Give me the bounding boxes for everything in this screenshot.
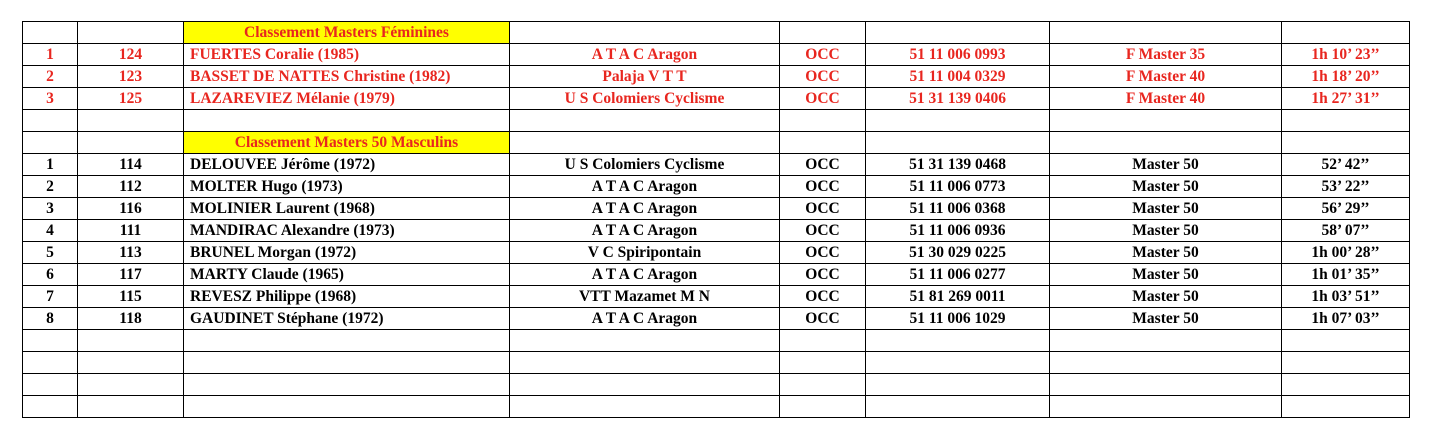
rank-cell: 5 [23,242,78,264]
category-cell: Master 50 [1050,286,1282,308]
time-cell: 1h 27’ 31’’ [1282,88,1410,110]
name-cell: MOLINIER Laurent (1968) [184,198,510,220]
empty-cell [184,110,510,132]
rank-cell: 1 [23,44,78,66]
empty-cell [184,396,510,418]
license-cell: 51 30 029 0225 [866,242,1050,264]
rank-cell: 2 [23,66,78,88]
club-cell: A T A C Aragon [510,198,780,220]
club-cell: U S Colomiers Cyclisme [510,88,780,110]
empty-cell [866,374,1050,396]
empty-cell [1050,330,1282,352]
empty-cell [866,110,1050,132]
club-cell: A T A C Aragon [510,264,780,286]
empty-cell [23,330,78,352]
name-cell: DELOUVEE Jérôme (1972) [184,154,510,176]
rank-cell: 2 [23,176,78,198]
empty-cell [78,374,184,396]
license-cell: 51 11 006 0936 [866,220,1050,242]
league-cell: OCC [780,154,866,176]
category-cell: F Master 40 [1050,88,1282,110]
table-row [23,242,1410,264]
empty-cell [510,352,780,374]
name-cell: BASSET DE NATTES Christine (1982) [184,66,510,88]
league-cell: OCC [780,198,866,220]
time-cell: 56’ 29’’ [1282,198,1410,220]
time-cell: 1h 18’ 20’’ [1282,66,1410,88]
section-title-row [23,132,1410,154]
section-title-men50: Classement Masters 50 Masculins [184,132,510,154]
rank-cell: 4 [23,220,78,242]
bib-cell: 113 [78,242,184,264]
time-cell: 53’ 22’’ [1282,176,1410,198]
club-cell: A T A C Aragon [510,308,780,330]
empty-cell [866,330,1050,352]
license-cell: 51 11 006 1029 [866,308,1050,330]
table-row [23,44,1410,66]
empty-cell [1050,110,1282,132]
bib-cell: 115 [78,286,184,308]
table-row [23,154,1410,176]
table-row [23,88,1410,110]
name-cell: MANDIRAC Alexandre (1973) [184,220,510,242]
empty-cell [1282,352,1410,374]
license-cell: 51 11 006 0277 [866,264,1050,286]
league-cell: OCC [780,176,866,198]
rank-cell: 3 [23,88,78,110]
bib-cell: 114 [78,154,184,176]
rank-cell: 3 [23,198,78,220]
results-table [22,21,1410,418]
category-cell: Master 50 [1050,154,1282,176]
rank-cell: 8 [23,308,78,330]
empty-cell [780,132,866,154]
rank-cell: 6 [23,264,78,286]
empty-row [23,352,1410,374]
time-cell: 1h 00’ 28’’ [1282,242,1410,264]
league-cell: OCC [780,44,866,66]
time-cell: 1h 01’ 35’’ [1282,264,1410,286]
empty-cell [23,132,78,154]
league-cell: OCC [780,66,866,88]
table-row [23,176,1410,198]
time-cell: 58’ 07’’ [1282,220,1410,242]
empty-cell [1282,110,1410,132]
category-cell: Master 50 [1050,220,1282,242]
empty-cell [780,396,866,418]
empty-cell [23,396,78,418]
empty-cell [1050,352,1282,374]
bib-cell: 111 [78,220,184,242]
name-cell: BRUNEL Morgan (1972) [184,242,510,264]
category-cell: Master 50 [1050,176,1282,198]
empty-cell [78,352,184,374]
bib-cell: 112 [78,176,184,198]
empty-cell [1050,132,1282,154]
empty-cell [780,374,866,396]
table-row [23,286,1410,308]
time-cell: 1h 10’ 23’’ [1282,44,1410,66]
name-cell: REVESZ Philippe (1968) [184,286,510,308]
license-cell: 51 11 006 0773 [866,176,1050,198]
club-cell: A T A C Aragon [510,44,780,66]
empty-cell [510,132,780,154]
empty-cell [780,352,866,374]
bib-cell: 116 [78,198,184,220]
section-title-row [23,22,1410,44]
club-cell: VTT Mazamet M N [510,286,780,308]
table-row [23,220,1410,242]
bib-cell: 123 [78,66,184,88]
empty-row [23,396,1410,418]
table-row [23,308,1410,330]
category-cell: Master 50 [1050,308,1282,330]
license-cell: 51 31 139 0406 [866,88,1050,110]
bib-cell: 118 [78,308,184,330]
category-cell: F Master 40 [1050,66,1282,88]
league-cell: OCC [780,242,866,264]
license-cell: 51 11 004 0329 [866,66,1050,88]
bib-cell: 125 [78,88,184,110]
name-cell: FUERTES Coralie (1985) [184,44,510,66]
time-cell: 52’ 42’’ [1282,154,1410,176]
license-cell: 51 81 269 0011 [866,286,1050,308]
license-cell: 51 11 006 0368 [866,198,1050,220]
name-cell: MOLTER Hugo (1973) [184,176,510,198]
club-cell: V C Spiripontain [510,242,780,264]
league-cell: OCC [780,88,866,110]
time-cell: 1h 03’ 51’’ [1282,286,1410,308]
empty-cell [78,396,184,418]
empty-cell [1050,396,1282,418]
club-cell: Palaja V T T [510,66,780,88]
empty-cell [184,352,510,374]
table-row [23,264,1410,286]
club-cell: A T A C Aragon [510,176,780,198]
empty-cell [78,132,184,154]
empty-cell [1282,132,1410,154]
rank-cell: 7 [23,286,78,308]
empty-cell [23,110,78,132]
empty-cell [1282,330,1410,352]
empty-cell [23,374,78,396]
category-cell: Master 50 [1050,198,1282,220]
league-cell: OCC [780,308,866,330]
empty-cell [510,396,780,418]
empty-cell [866,396,1050,418]
bib-cell: 124 [78,44,184,66]
table-row [23,66,1410,88]
empty-cell [866,132,1050,154]
empty-row [23,374,1410,396]
empty-cell [1282,374,1410,396]
results-body [23,22,1410,418]
name-cell: LAZAREVIEZ Mélanie (1979) [184,88,510,110]
empty-row [23,110,1410,132]
name-cell: MARTY Claude (1965) [184,264,510,286]
name-cell: GAUDINET Stéphane (1972) [184,308,510,330]
empty-cell [184,374,510,396]
club-cell: A T A C Aragon [510,220,780,242]
license-cell: 51 31 139 0468 [866,154,1050,176]
league-cell: OCC [780,286,866,308]
empty-cell [510,110,780,132]
empty-cell [510,374,780,396]
league-cell: OCC [780,220,866,242]
rank-cell: 1 [23,154,78,176]
empty-cell [78,330,184,352]
time-cell: 1h 07’ 03’’ [1282,308,1410,330]
empty-cell [1282,396,1410,418]
category-cell: F Master 35 [1050,44,1282,66]
empty-cell [184,330,510,352]
empty-cell [23,352,78,374]
bib-cell: 117 [78,264,184,286]
empty-cell [780,110,866,132]
league-cell: OCC [780,264,866,286]
empty-cell [780,330,866,352]
table-row [23,198,1410,220]
empty-cell [510,330,780,352]
license-cell: 51 11 006 0993 [866,44,1050,66]
empty-cell [78,110,184,132]
empty-cell [866,352,1050,374]
category-cell: Master 50 [1050,264,1282,286]
section-title-women: Classement Masters Féminines [184,22,510,44]
empty-cell [1050,374,1282,396]
empty-row [23,330,1410,352]
category-cell: Master 50 [1050,242,1282,264]
club-cell: U S Colomiers Cyclisme [510,154,780,176]
